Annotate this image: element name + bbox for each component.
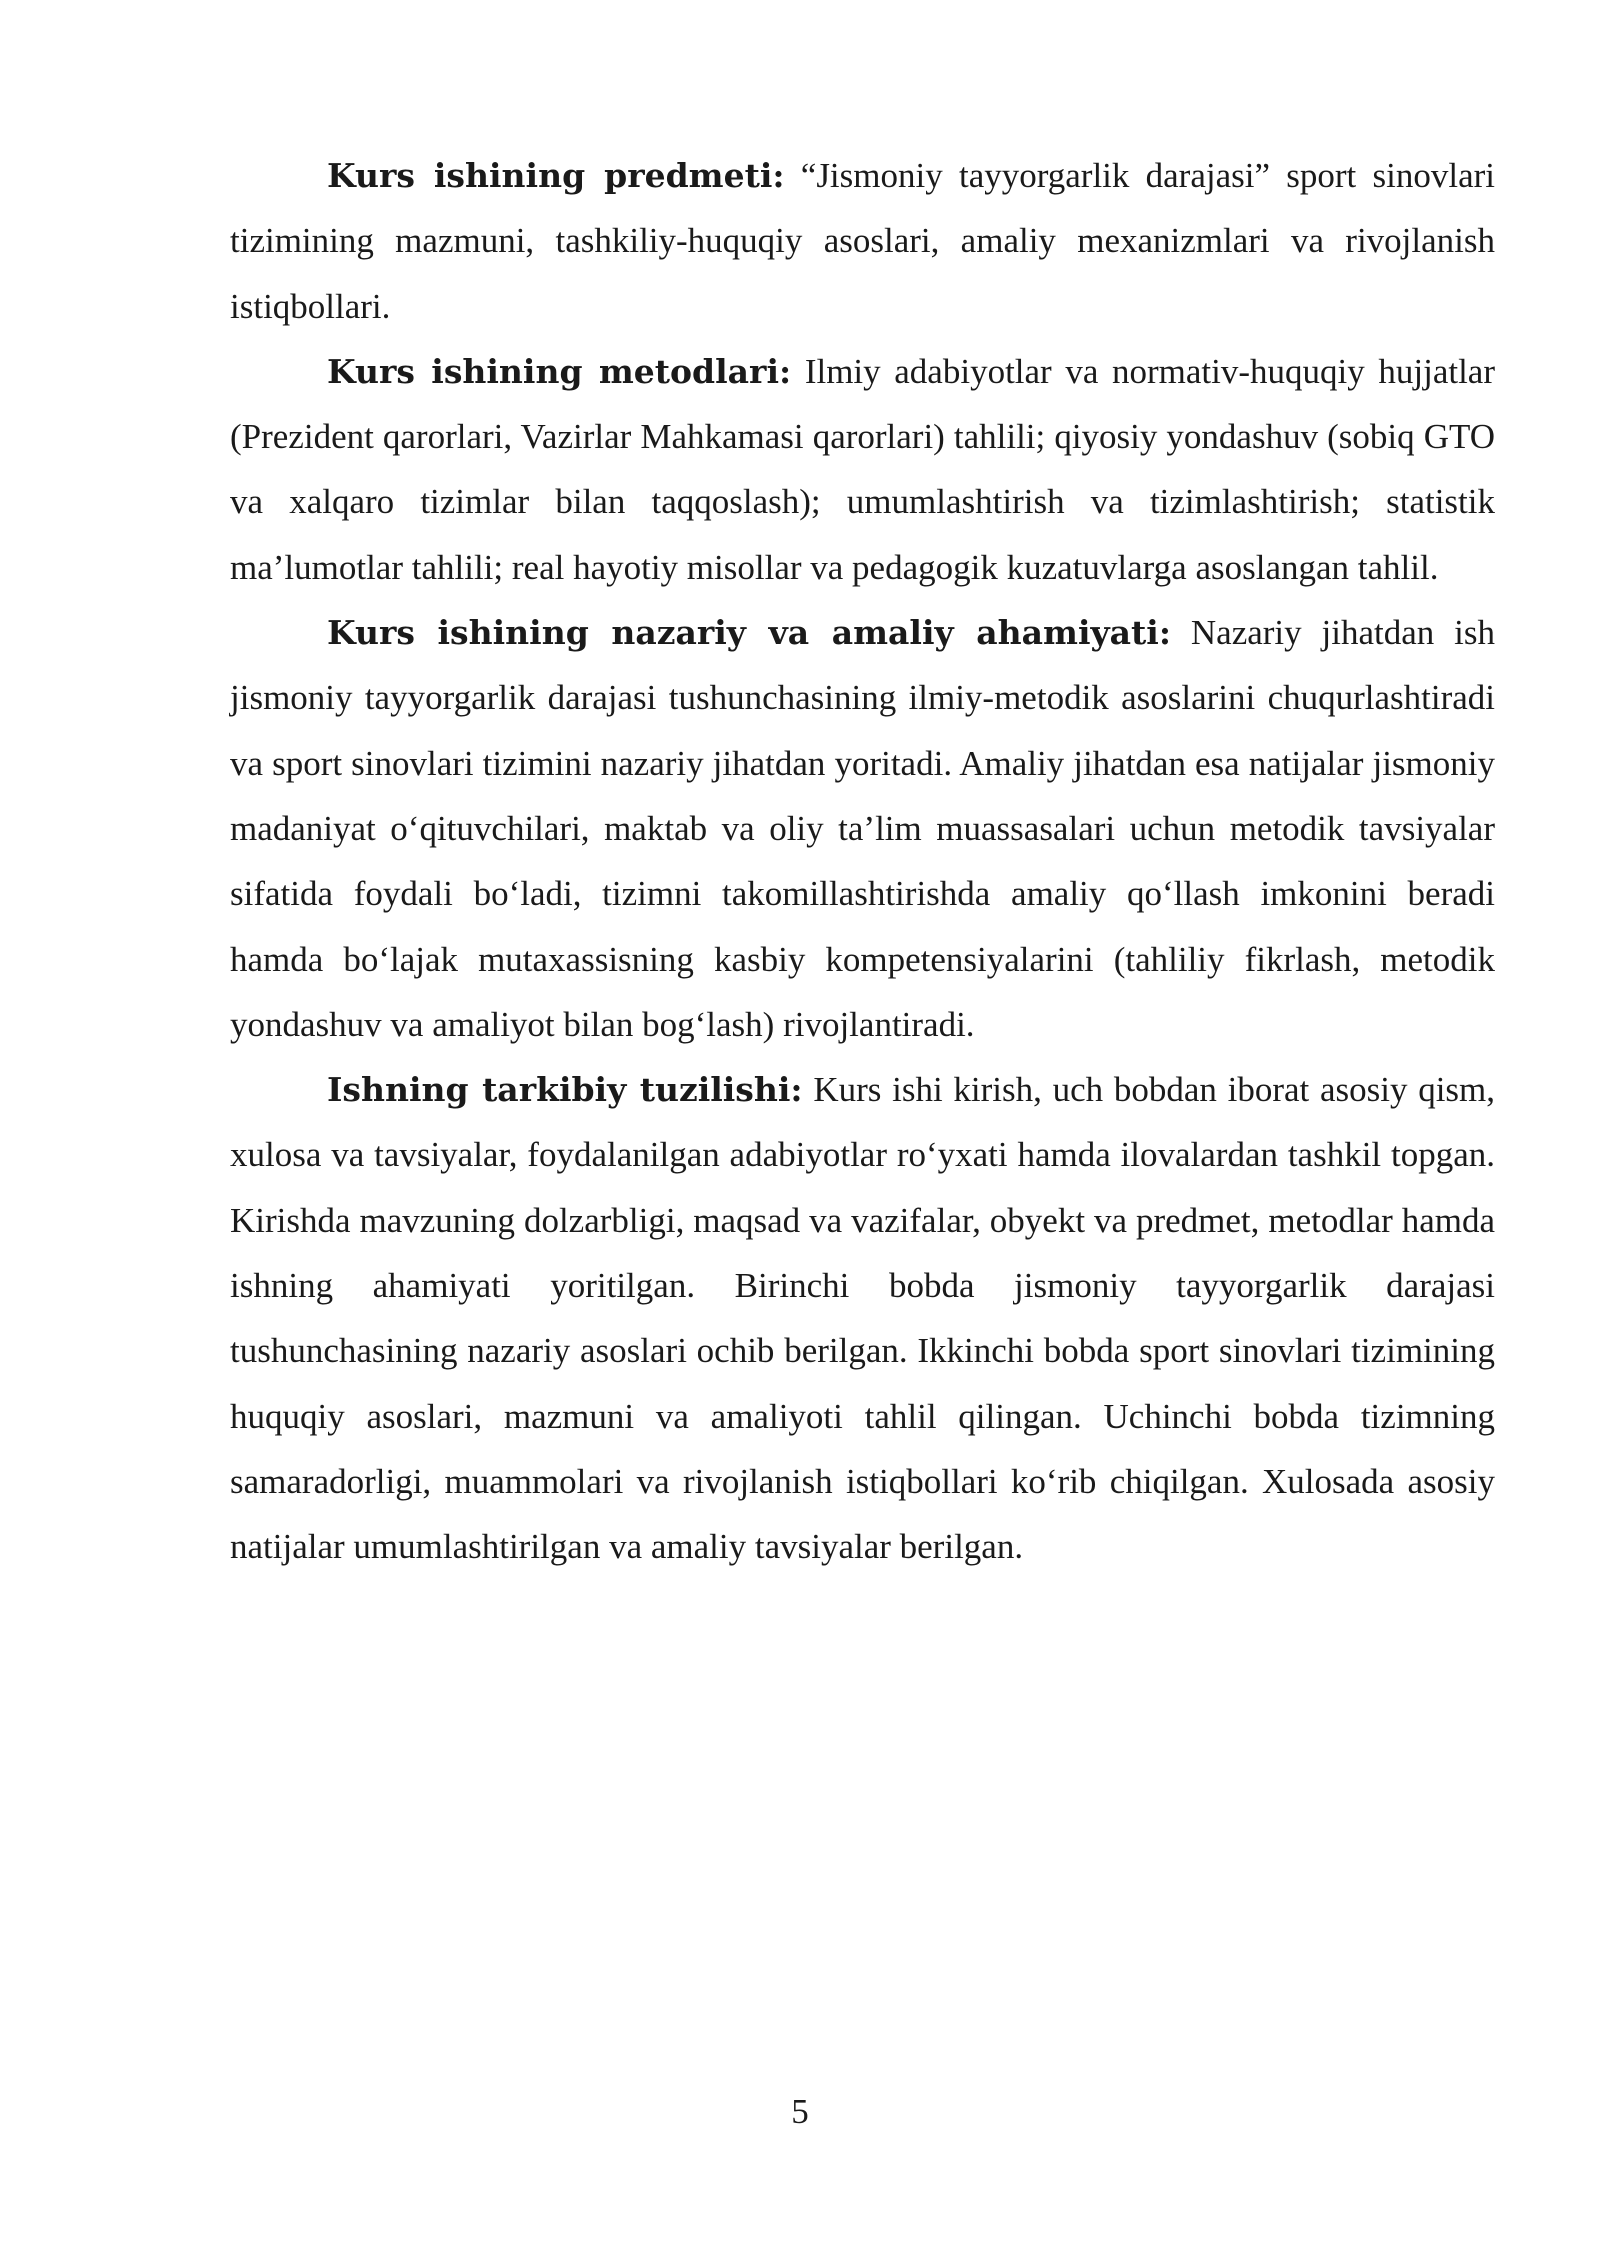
paragraph-text: Nazariy jihatdan ish jismoniy tayyorgarlik darajasi tushunchasining ilmiy-metodik asoslarini chuqurlashtiradi va sport sinovlari tizimini nazariy jihatdan yoritadi. Amaliy jihatdan esa natijalar jismoniy madaniyat o‘qituvchilari, maktab va oliy ta’lim muassasalari uchun metodik tavsiyalar sifatida foydali bo‘ladi, tizimni takomillashtirishda amaliy qo‘llash imkonini beradi hamda bo‘lajak mutaxassisning kasbiy kompetensiyalarini (tahliliy fikrlash, metodik yondashuv va amaliyot bilan bog‘lash) rivojlantiradi. xyxy=(230,613,1495,1044)
paragraph-heading: Kurs ishining metodlari: xyxy=(327,351,792,391)
document-body xyxy=(230,143,1495,1580)
paragraph-text: Kurs ishi kirish, uch bobdan iborat asosiy qism, xulosa va tavsiyalar, foydalanilgan adabiyotlar ro‘yxati hamda ilovalardan tashkil topgan. Kirishda mavzuning dolzarbligi, maqsad va vazifalar, obyekt va predmet, metodlar hamda ishning ahamiyati yoritilgan. Birinchi bobda jismoniy tayyorgarlik darajasi tushunchasining nazariy asoslari ochib berilgan. Ikkinchi bobda sport sinovlari tizimining huquqiy asoslari, mazmuni va amaliyoti tahlil qilingan. Uchinchi bobda tizimning samaradorligi, muammolari va rivojlanish istiqbollari ko‘rib chiqilgan. Xulosada asosiy natijalar umumlashtirilgan va amaliy tavsiyalar berilgan. xyxy=(230,1070,1496,1567)
paragraph-text: Ilmiy adabiyotlar va normativ-huquqiy hujjatlar (Prezident qarorlari, Vazirlar Mahkamasi qarorlari) tahlili; qiyosiy yondashuv (sobiq GTO va xalqaro tizimlar bilan taqqoslash); umumlashtirish va tizimlashtirish; statistik ma’lumotlar tahlili; real hayotiy misollar va pedagogik kuzatuvlarga asoslangan tahlil. xyxy=(230,351,1495,587)
paragraph-methods xyxy=(230,339,1495,600)
page-number: 5 xyxy=(791,2092,809,2131)
paragraph-subject xyxy=(230,143,1495,339)
paragraph-heading: Kurs ishining nazariy va amaliy ahamiyati: xyxy=(327,613,1172,653)
paragraph-structure xyxy=(230,1057,1495,1579)
paragraph-text: “Jismoniy tayyorgarlik darajasi” sport sinovlari tizimining mazmuni, tashkiliy-huquqiy asoslari, amaliy mexanizmlari va rivojlanish istiqbollari. xyxy=(230,156,1495,326)
paragraph-significance xyxy=(230,600,1495,1057)
paragraph-heading: Ishning tarkibiy tuzilishi: xyxy=(327,1070,803,1110)
paragraph-heading: Kurs ishining predmeti: xyxy=(327,156,785,195)
